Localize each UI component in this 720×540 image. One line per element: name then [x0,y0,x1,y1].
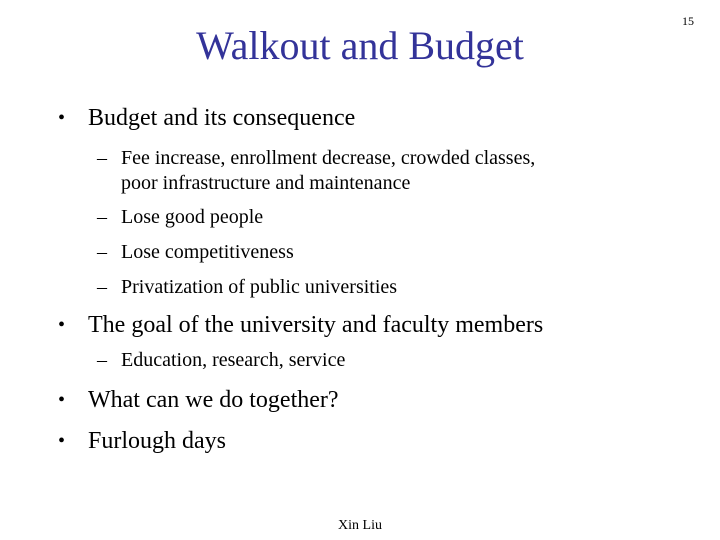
sub-bullet-marker: – [97,349,107,371]
bullet-text: Budget and its consequence [88,105,356,131]
sub-bullet-text: Fee increase, enrollment decrease, crowded classes, [121,147,536,169]
sub-bullet-marker: – [97,276,107,298]
sub-bullet-marker: – [97,206,107,228]
slide-number: 15 [682,14,694,28]
bullet-text: The goal of the university and faculty members [88,312,544,338]
sub-bullet-text: Privatization of public universities [121,276,398,298]
bullet-text: What can we do together? [88,387,339,413]
sub-bullet-text: Lose good people [121,206,264,228]
bullet-text: Furlough days [88,428,226,454]
bullet-marker: • [58,430,66,452]
sub-bullet-text: Education, research, service [121,349,346,371]
sub-bullet-marker: – [97,241,107,263]
sub-bullet-text: poor infrastructure and maintenance [121,172,411,194]
sub-bullet-marker: – [97,147,107,169]
bullet-marker: • [58,314,66,336]
slide-title: Walkout and Budget [196,23,524,68]
sub-bullet-text: Lose competitiveness [121,241,294,263]
bullet-marker: • [58,107,66,129]
footer-author: Xin Liu [338,518,382,533]
bullet-marker: • [58,389,66,411]
